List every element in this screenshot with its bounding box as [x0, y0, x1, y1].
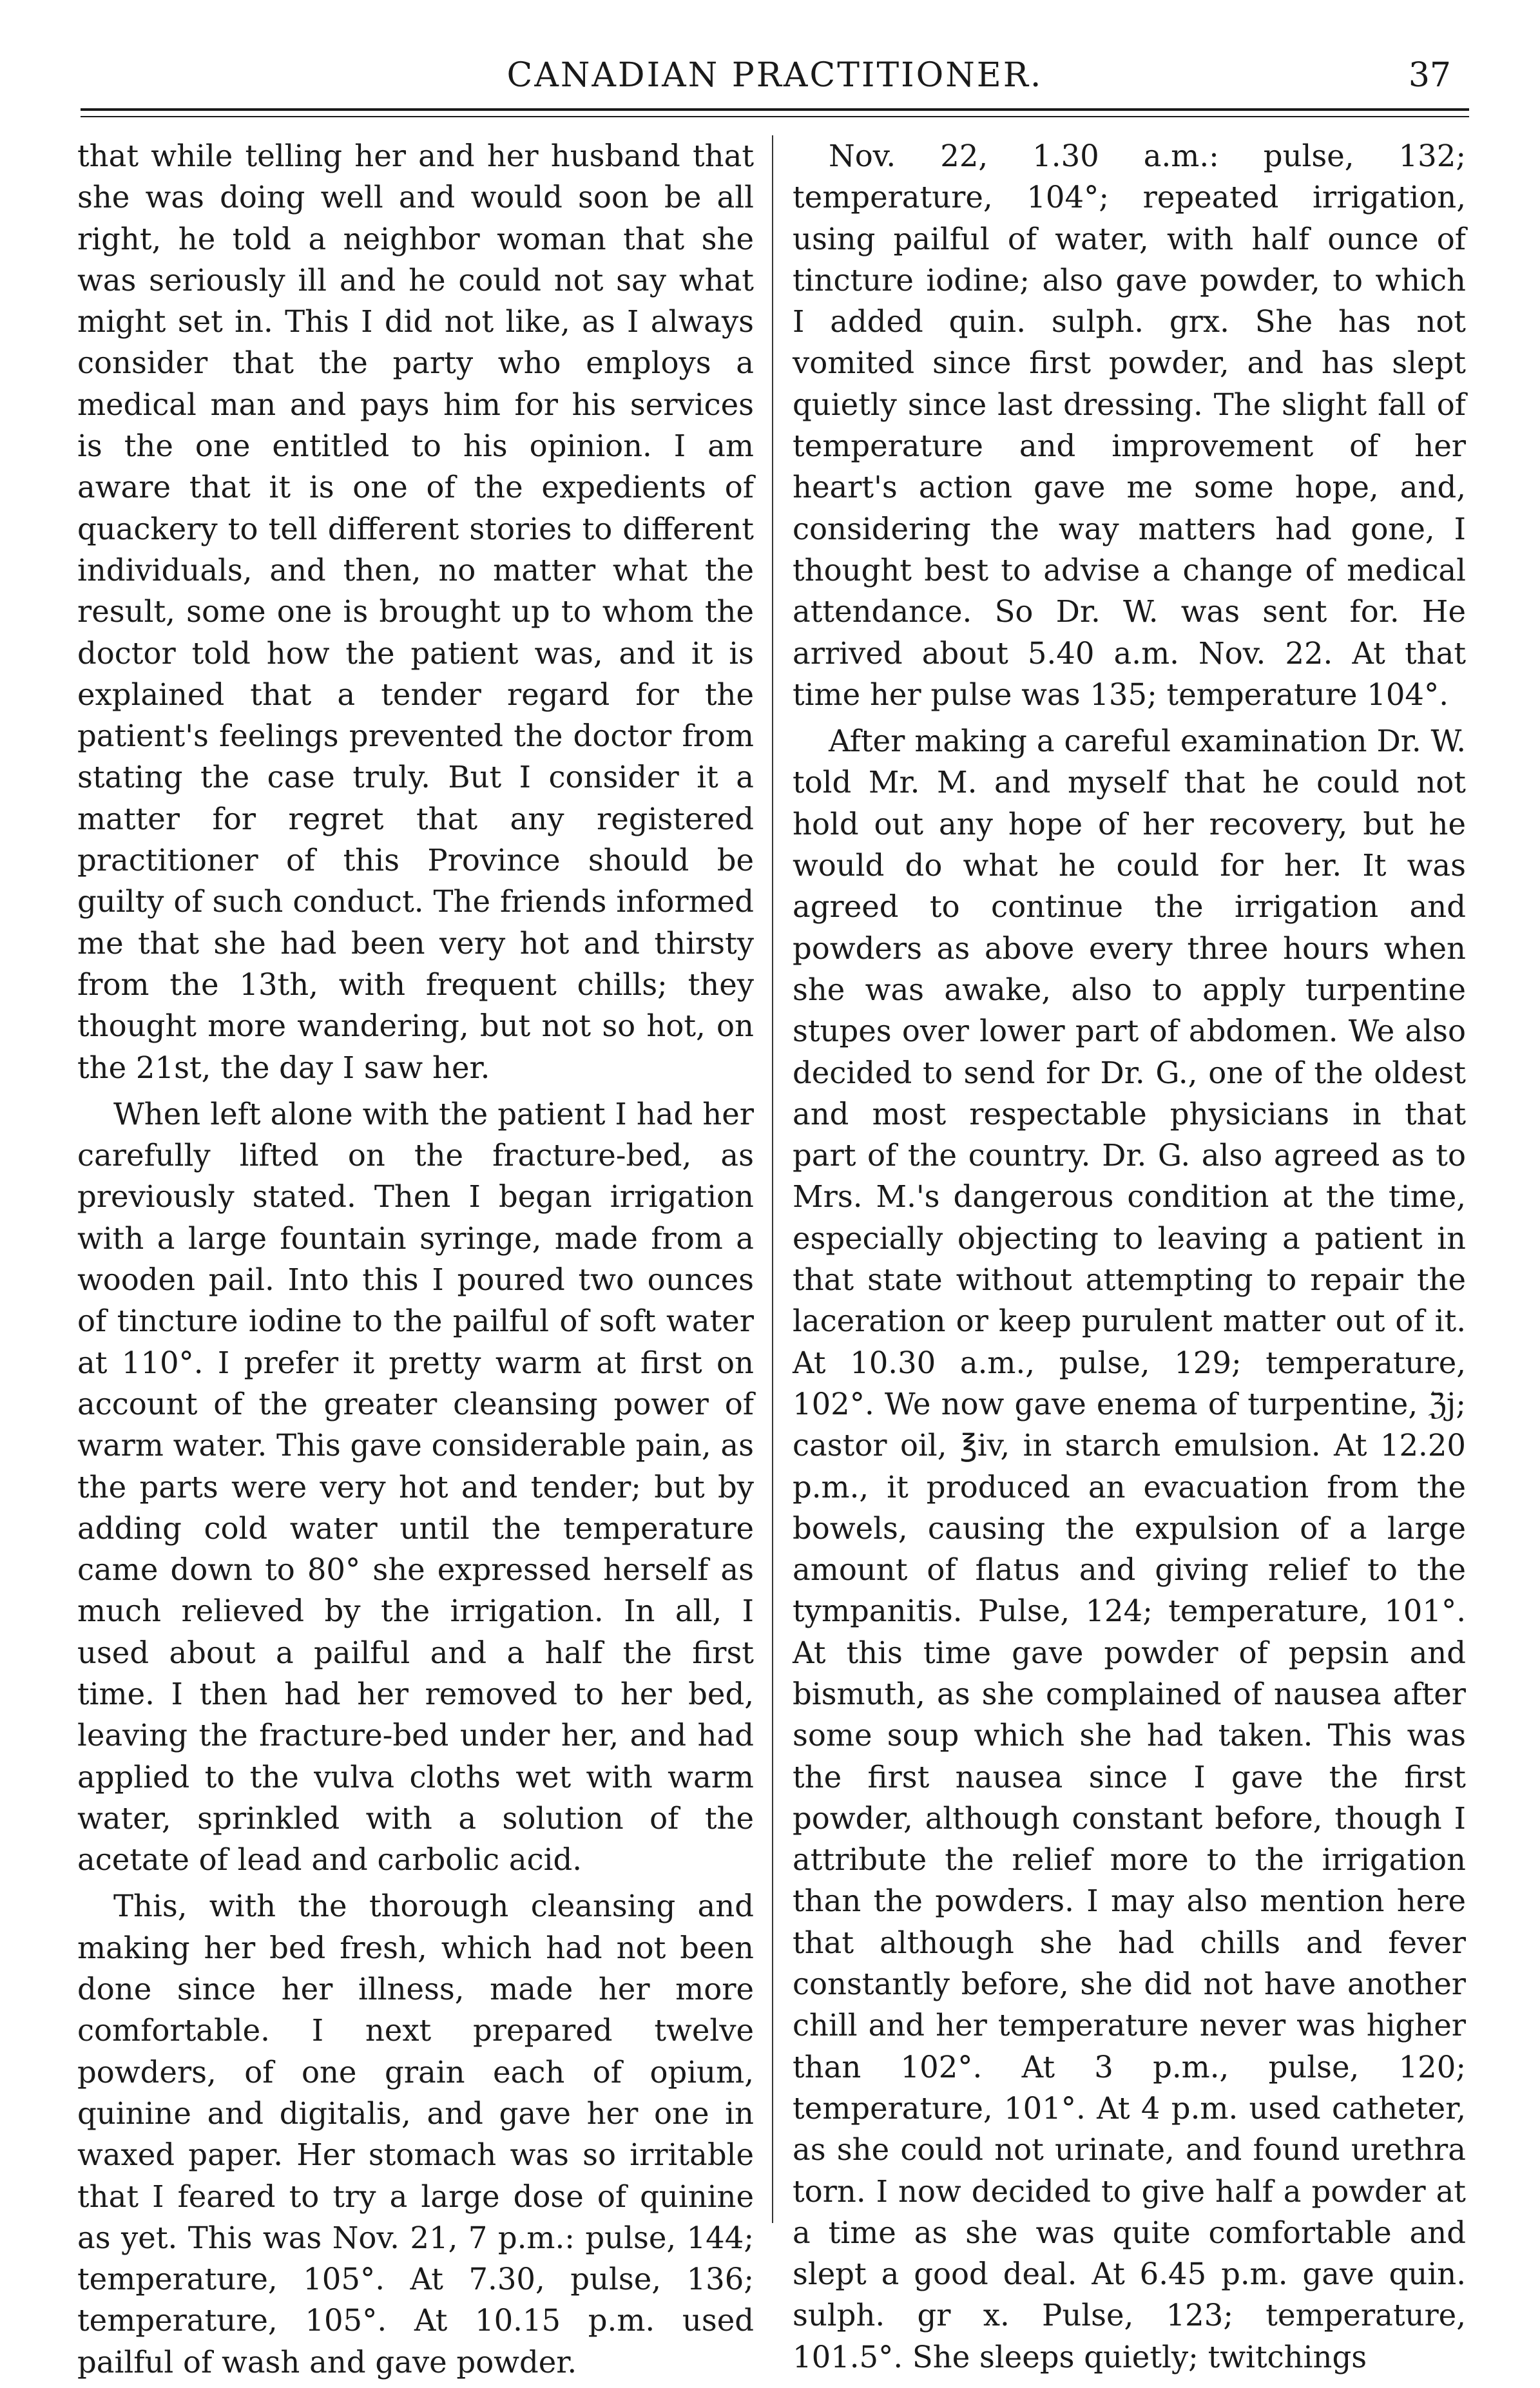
running-title: CANADIAN PRACTITIONER. [506, 56, 1043, 95]
paragraph: When left alone with the patient I had her carefully lifted on the fracture-bed, as previously stated. Then I began irrigation with a large fountain syringe, made from a wooden pail. Into this I poured two ounces of tincture iodine to the pailful of soft water at 110°. I prefer it pretty warm at first on account of the greater cleansing power of warm water. This gave considerable pain, as the parts were very hot and tender; but by adding cold water until the temperature came down to 80° she expressed herself as much relieved by the irrigation. In all, I used about a pailful and a half the first time. I then had her removed to her bed, leaving the fracture-bed under her, and had applied to the vulva cloths wet with warm water, sprinkled with a solution of the acetate of lead and carbolic acid. [77, 1096, 754, 1878]
column-divider [772, 135, 773, 2223]
paragraph: After making a careful examination Dr. W. told Mr. M. and myself that he could not hold out any hope of her recovery, but he would do what he could for her. It was agreed to continue the irrigation and powders as above every three hours when she was awake, also to apply turpentine stupes over lower part of abdomen. We also decided to send for Dr. G., one of the oldest and most respectable physicians in that part of the country. Dr. G. also agreed as to Mrs. M.'s dangerous condition at the time, especially objecting to leaving a patient in that state without attempting to repair the laceration or keep purulent matter out of it. At 10.30 a.m., pulse, 129; temperature, 102°. We now gave enema of turpentine, ℨj; castor oil, ℥iv, in starch emulsion. At 12.20 p.m., it produced an evacuation from the bowels, causing the expulsion of a large amount of flatus and giving relief to the tympanitis. Pulse, 124; temperature, 101°. At this time gave powder of pepsin and bismuth, as she complained of nausea after some soup which she had taken. This was the first nausea since I gave the first powder, although constant before, though I attribute the relief more to the irrigation than the powders. I may also mention here that although she had chills and fever constantly before, she did not have another chill and her temperature never was higher than 102°. At 3 p.m., pulse, 120; temperature, 101°. At 4 p.m. used catheter, as she could not urinate, and found urethra torn. I now decided to give half a powder at a time as she was quite comfortable and slept a good deal. At 6.45 p.m. gave quin. sulph. gr x. Pulse, 123; temperature, 101.5°. She sleeps quietly; twitchings [793, 724, 1466, 2374]
paragraph: Nov. 22, 1.30 a.m.: pulse, 132; temperature, 104°; repeated irrigation, using pailful of water, with half ounce of tincture iodine; also gave powder, to which I added quin. sulph. grx. She has not vomited since first powder, and has slept quietly since last dressing. The slight fall of temperature and improvement of her heart's action gave me some hope, and, considering the way matters had gone, I thought best to advise a change of medical attendance. So Dr. W. was sent for. He arrived about 5.40 a.m. Nov. 22. At that time her pulse was 135; temperature 104°. [793, 139, 1466, 712]
running-head [81, 46, 1469, 104]
paragraph: This, with the thorough cleansing and making her bed fresh, which had not been done since her illness, made her more comfortable. I next prepared twelve powders, of one grain each of opium, quinine and digitalis, and gave her one in waxed paper. Her stomach was so irritable that I feared to try a large dose of quinine as yet. This was Nov. 21, 7 p.m.: pulse, 144; temperature, 105°. At 7.30, pulse, 136; temperature, 105°. At 10.15 p.m. used pailful of wash and gave powder. [77, 1889, 754, 2380]
left-column [77, 135, 754, 2388]
page-number: 37 [1408, 56, 1451, 95]
header-rule-thin [81, 116, 1469, 117]
paragraph: that while telling her and her husband that she was doing well and would soon be all right, he told a neighbor woman that she was seriously ill and he could not say what might set in. This I did not like, as I always consider that the party who employs a medical man and pays him for his services is the one entitled to his opinion. I am aware that it is one of the expedients of quackery to tell different stories to different individuals, and then, no matter what the result, some one is brought up to whom the doctor told how the patient was, and it is explained that a tender regard for the patient's feelings prevented the doctor from stating the case truly. But I consider it a matter for regret that any registered practitioner of this Province should be guilty of such conduct. The friends informed me that she had been very hot and thirsty from the 13th, with frequent chills; they thought more wandering, but not so hot, on the 21st, the day I saw her. [77, 139, 754, 1085]
header-rule-thick [81, 108, 1469, 111]
right-column [793, 135, 1466, 2383]
